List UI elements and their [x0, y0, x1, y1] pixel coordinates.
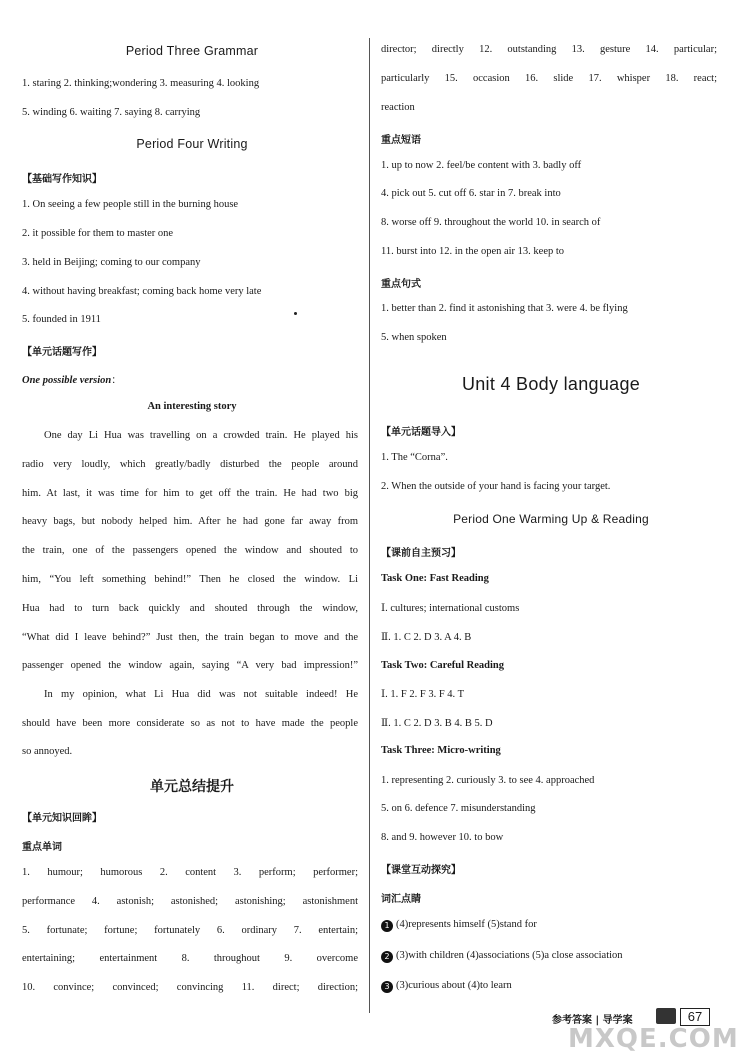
task-two-answer-1: Ⅰ. 1. F 2. F 3. F 4. T	[381, 689, 465, 700]
knowledge-review-header: 【单元知识回眸】	[22, 813, 102, 824]
task-three-name: Task Three	[381, 745, 432, 756]
key-phrases-label: 重点短语	[381, 135, 421, 146]
period-one-title: Period One Warming Up & Reading	[453, 512, 649, 526]
story-line: him, “You left something behind!” Then he closed the window. Li	[22, 574, 358, 585]
key-words-cont-line: particularly 15. occasion 16. slide 17. whisper 18. react;	[381, 73, 717, 84]
story-line: “What did I leave behind?” Just then, the train began to move and the	[22, 632, 358, 643]
task-three-answer-3: 8. and 9. however 10. to bow	[381, 832, 504, 843]
story-line: heavy bags, but nobody helped him. After he had gone far away from	[22, 516, 358, 527]
task-one-answer-2: Ⅱ. 1. C 2. D 3. A 4. B	[381, 632, 472, 643]
grammar-answers-2: 5. winding 6. waiting 7. saying 8. carrying	[22, 107, 201, 118]
story-line: One day Li Hua was travelling on a crowded train. He played his	[44, 430, 358, 441]
task-two-label	[381, 660, 504, 671]
topic-intro-2: 2. When the outside of your hand is facing your target.	[381, 481, 611, 492]
task-three-answer-2: 5. on 6. defence 7. misunderstanding	[381, 803, 536, 814]
vocab-item-2	[381, 950, 623, 963]
book-icon	[656, 1008, 676, 1024]
key-words-line: 1. humour; humorous 2. content 3. perform; performer;	[22, 867, 358, 878]
unit-summary-title: 单元总结提升	[150, 779, 234, 795]
task-one-name: Task One	[381, 573, 424, 584]
key-words-cont-line: director; directly 12. outstanding 13. gesture 14. particular;	[381, 44, 717, 55]
story-line: him. At last, it was time for him to get off the train. He had two big	[22, 488, 358, 499]
task-one-label	[381, 573, 489, 584]
footer-label: 参考答案 | 导学案	[552, 1015, 633, 1026]
period-four-title: Period Four Writing	[136, 137, 248, 151]
story-line: passenger opened the window again, saying “A very bad impression!”	[22, 660, 358, 671]
key-sentences-label: 重点句式	[381, 279, 421, 290]
page-number: 67	[680, 1008, 710, 1026]
key-words-line: 5. fortunate; fortune; fortunately 6. ordinary 7. entertain;	[22, 925, 358, 936]
topic-writing-header: 【单元话题写作】	[22, 347, 102, 358]
vocab-item-3-text: (3)curious about (4)to learn	[396, 980, 512, 991]
story-line: radio very loudly, which greatly/badly disturbed the people around	[22, 459, 358, 470]
basic-writing-5: 5. founded in 1911	[22, 314, 101, 325]
topic-intro-1: 1. The “Corna”.	[381, 452, 448, 463]
unit-title: Unit 4 Body language	[461, 374, 641, 394]
topic-intro-header: 【单元话题导入】	[381, 427, 461, 438]
basic-writing-2: 2. it possible for them to master one	[22, 228, 174, 239]
number-badge-3: 3	[381, 981, 393, 993]
classroom-header: 【课堂互动探究】	[381, 865, 461, 876]
key-words-line: 10. convince; convinced; convincing 11. direct; direction;	[22, 982, 358, 993]
vocab-item-1-text: (4)represents himself (5)stand for	[396, 919, 537, 930]
preview-header: 【课前自主预习】	[381, 548, 461, 559]
opinion-line: In my opinion, what Li Hua did was not suitable indeed! He	[44, 689, 358, 700]
key-words-line: entertaining; entertainment 8. throughout 9. overcome	[22, 953, 358, 964]
task-two-name: Task Two	[381, 660, 424, 671]
basic-writing-header: 【基础写作知识】	[22, 174, 102, 185]
task-two-answer-2: Ⅱ. 1. C 2. D 3. B 4. B 5. D	[381, 718, 493, 729]
key-phrases-line: 1. up to now 2. feel/be content with 3. badly off	[381, 160, 582, 171]
key-words-line: performance 4. astonish; astonished; astonishing; astonishment	[22, 896, 358, 907]
basic-writing-1: 1. On seeing a few people still in the burning house	[22, 199, 239, 210]
vocab-item-3	[381, 980, 512, 993]
vocab-focus-label: 词汇点睛	[381, 894, 421, 905]
vocab-item-1	[381, 919, 537, 932]
story-line: the train, one of the passengers opened the window and shouted to	[22, 545, 358, 556]
opinion-line: should have been more considerate so as not to have made the people	[22, 718, 358, 729]
task-one-answer-1: Ⅰ. cultures; international customs	[381, 603, 520, 614]
task-three-label	[381, 745, 501, 756]
key-words-label: 重点单词	[22, 842, 62, 853]
basic-writing-3: 3. held in Beijing; coming to our company	[22, 257, 201, 268]
column-divider	[369, 38, 370, 1013]
key-phrases-line: 4. pick out 5. cut off 6. star in 7. break into	[381, 188, 561, 199]
key-phrases-line: 11. burst into 12. in the open air 13. keep to	[381, 246, 565, 257]
number-badge-2: 2	[381, 951, 393, 963]
possible-version-colon: ：	[111, 375, 122, 386]
key-words-cont-line: reaction	[381, 102, 415, 113]
task-one-topic: : Fast Reading	[423, 573, 489, 584]
task-three-answer-1: 1. representing 2. curiously 3. to see 4. approached	[381, 775, 595, 786]
number-badge-1: 1	[381, 920, 393, 932]
grammar-answers-1: 1. staring 2. thinking;wondering 3. measuring 4. looking	[22, 78, 260, 89]
period-three-title: Period Three Grammar	[125, 44, 259, 58]
possible-version-text: One possible version	[22, 375, 112, 386]
possible-version-label	[22, 372, 122, 387]
watermark: MXQE.COM	[568, 1024, 739, 1054]
key-sentences-line: 5. when spoken	[381, 332, 447, 343]
vocab-item-2-text: (3)with children (4)associations (5)a close association	[396, 950, 623, 961]
story-title: An interesting story	[147, 401, 237, 412]
task-two-topic: : Careful Reading	[423, 660, 505, 671]
stray-dot	[294, 312, 297, 315]
key-phrases-line: 8. worse off 9. throughout the world 10. in search of	[381, 217, 601, 228]
basic-writing-4: 4. without having breakfast; coming back home very late	[22, 286, 262, 297]
opinion-line: so annoyed.	[22, 746, 73, 757]
story-line: Hua had to turn back quickly and shouted through the window,	[22, 603, 358, 614]
key-sentences-line: 1. better than 2. find it astonishing that 3. were 4. be flying	[381, 303, 628, 314]
task-three-topic: : Micro-writing	[431, 745, 501, 756]
